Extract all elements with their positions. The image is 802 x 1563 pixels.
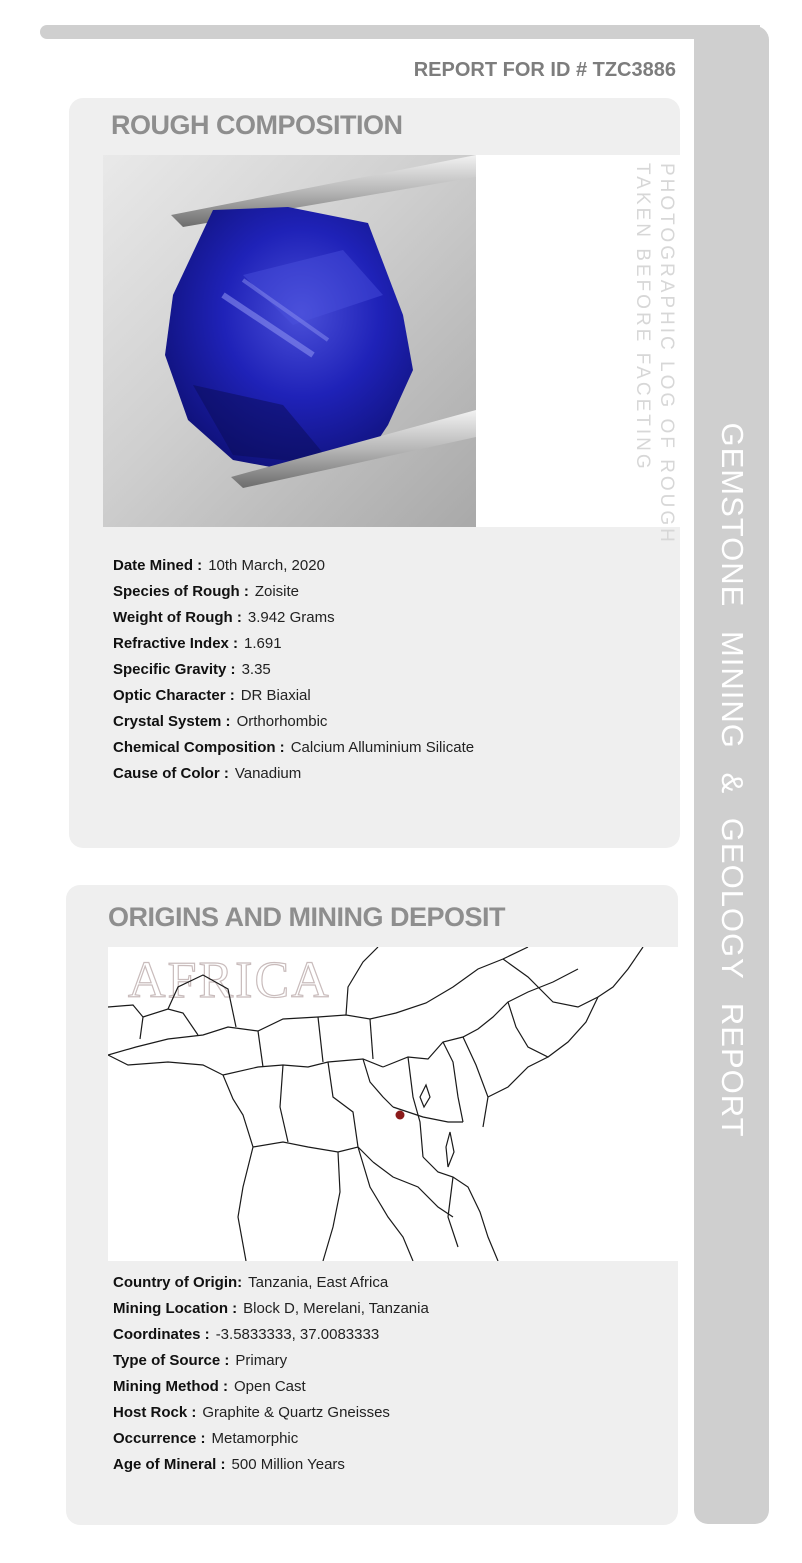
info-row — [113, 1452, 429, 1478]
side-title-wrap — [694, 26, 769, 1524]
origins-title: ORIGINS AND MINING DEPOSIT — [108, 902, 506, 932]
africa-map — [108, 947, 678, 1261]
info-label: Host Rock : — [113, 1404, 197, 1421]
info-row — [113, 1374, 429, 1400]
info-value: Calcium Alluminium Silicate — [290, 739, 475, 756]
info-label: Age of Mineral : — [113, 1456, 226, 1473]
info-row — [113, 605, 474, 631]
info-row — [113, 631, 474, 657]
rough-photo — [103, 155, 476, 527]
info-value: Metamorphic — [211, 1430, 299, 1447]
info-row — [113, 1426, 429, 1452]
info-label: Refractive Index : — [113, 635, 239, 652]
info-value: Block D, Merelani, Tanzania — [243, 1300, 429, 1317]
info-value: 10th March, 2020 — [208, 557, 325, 574]
info-value: DR Biaxial — [240, 687, 311, 704]
photo-caption-wrap — [476, 155, 680, 545]
info-value: Orthorhombic — [236, 713, 328, 730]
info-label: Type of Source : — [113, 1352, 230, 1369]
info-row — [113, 553, 474, 579]
info-row — [113, 1348, 429, 1374]
info-row — [113, 761, 474, 787]
photo-caption-line1: PHOTOGRAPHIC LOG OF ROUGH — [656, 163, 677, 545]
info-value: 3.35 — [241, 661, 271, 678]
rough-composition-title: ROUGH COMPOSITION — [111, 110, 403, 140]
info-label: Occurrence : — [113, 1430, 206, 1447]
info-row — [113, 709, 474, 735]
top-rail — [40, 25, 760, 39]
info-value: -3.5833333, 37.0083333 — [215, 1326, 380, 1343]
info-label: Country of Origin: — [113, 1274, 243, 1291]
side-report-title: GEMSTONE MINING & GEOLOGY REPORT — [714, 422, 750, 1138]
map-label: AFRICA — [128, 952, 331, 1009]
info-value: 500 Million Years — [231, 1456, 345, 1473]
info-label: Weight of Rough : — [113, 609, 242, 626]
info-row — [113, 1270, 429, 1296]
info-value: Vanadium — [234, 765, 302, 782]
info-value: Primary — [235, 1352, 288, 1369]
info-row — [113, 1296, 429, 1322]
info-value: 3.942 Grams — [247, 609, 335, 626]
info-value: Tanzania, East Africa — [248, 1274, 389, 1291]
info-label: Specific Gravity : — [113, 661, 236, 678]
mine-location-marker — [396, 1111, 405, 1120]
info-label: Cause of Color : — [113, 765, 229, 782]
info-value: Open Cast — [233, 1378, 306, 1395]
info-row — [113, 683, 474, 709]
info-row — [113, 657, 474, 683]
info-row — [113, 1400, 429, 1426]
rough-info-list — [113, 553, 474, 787]
photo-caption-line2: TAKEN BEFORE FACETING — [632, 163, 653, 472]
report-id: REPORT FOR ID # TZC3886 — [413, 59, 676, 81]
info-label: Optic Character : — [113, 687, 235, 704]
info-label: Chemical Composition : — [113, 739, 285, 756]
info-label: Mining Location : — [113, 1300, 238, 1317]
info-value: Graphite & Quartz Gneisses — [202, 1404, 390, 1421]
info-value: 1.691 — [244, 635, 282, 652]
info-label: Crystal System : — [113, 713, 231, 730]
info-label: Mining Method : — [113, 1378, 228, 1395]
origins-info-list — [113, 1270, 429, 1478]
info-label: Coordinates : — [113, 1326, 210, 1343]
info-label: Species of Rough : — [113, 583, 249, 600]
info-row — [113, 735, 474, 761]
gemstone-rough-image — [103, 155, 476, 527]
info-row — [113, 579, 474, 605]
info-label: Date Mined : — [113, 557, 203, 574]
info-value: Zoisite — [254, 583, 300, 600]
info-row — [113, 1322, 429, 1348]
africa-map-svg — [108, 947, 678, 1261]
